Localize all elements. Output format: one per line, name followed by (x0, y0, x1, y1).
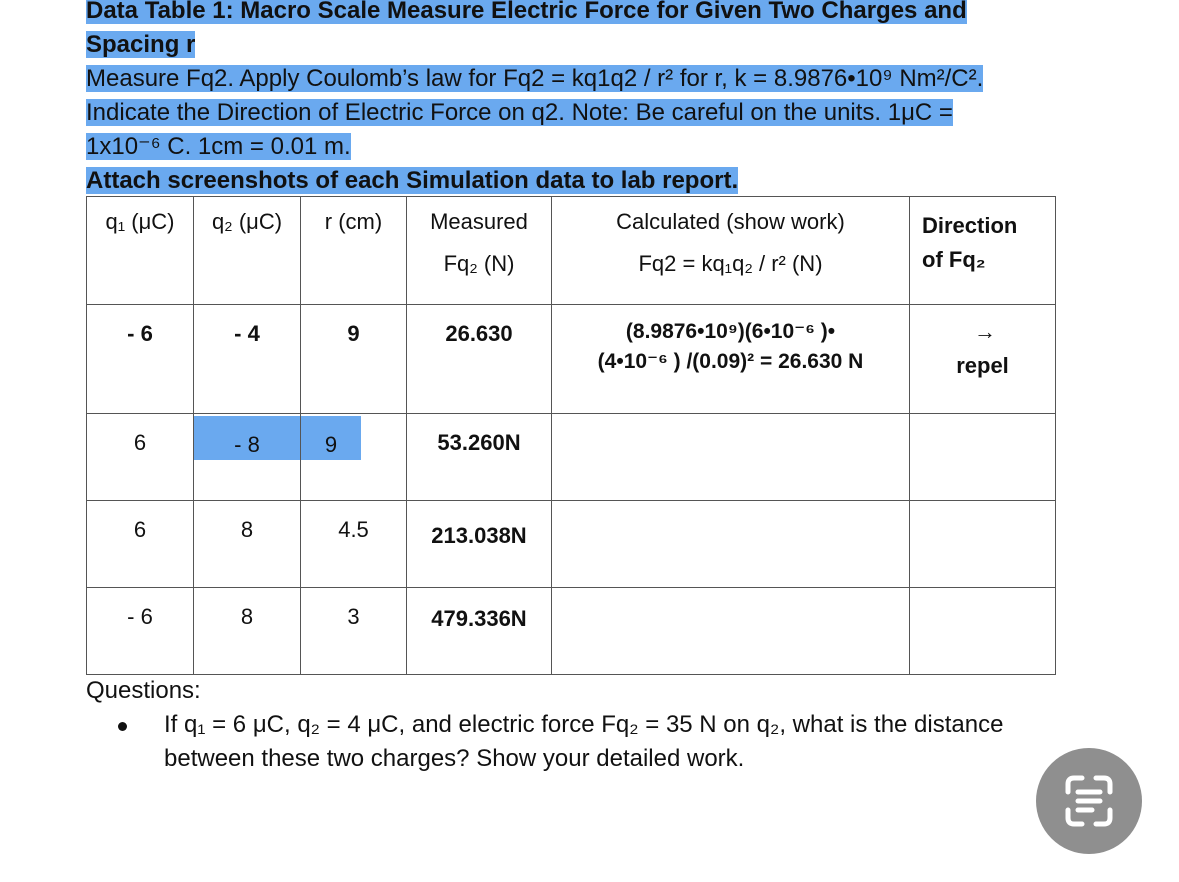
cell-measured: 26.630 (407, 305, 552, 414)
header-calculated: Calculated (show work) Fq2 = kq₁q₂ / r² (N) (552, 197, 910, 305)
right-arrow-icon: → (974, 319, 996, 344)
table-row (87, 414, 1056, 501)
header-measured: Measured Fq₂ (N) (407, 197, 552, 305)
instruction-line3: 1x10⁻⁶ C. 1cm = 0.01 m. (86, 133, 351, 160)
highlighted-cell: - 8 (194, 416, 300, 460)
header-q1: q₁ (μC) (87, 197, 194, 305)
cell-direction (910, 588, 1056, 675)
header-q2: q₂ (μC) (194, 197, 301, 305)
cell-q2 (194, 414, 301, 501)
table-row (87, 501, 1056, 588)
highlighted-cell: 9 (301, 416, 361, 460)
cell-q1: - 6 (87, 305, 194, 414)
cell-calculated (552, 588, 910, 675)
cell-q1: 6 (87, 414, 194, 501)
bullet-icon (118, 722, 127, 731)
cell-direction (910, 501, 1056, 588)
instruction-line1: Measure Fq2. Apply Coulomb’s law for Fq2 = kq1q2 / r² for r, k = 8.9876•10⁹ Nm²/C². (86, 65, 984, 92)
text-scan-icon (1036, 748, 1142, 854)
header-direction: Direction of Fq₂ (910, 197, 1056, 305)
data-table (86, 196, 1056, 675)
cell-q2: 8 (194, 588, 301, 675)
cell-measured: 479.336N (407, 588, 552, 675)
table-row (87, 305, 1056, 414)
cell-r: 4.5 (301, 501, 407, 588)
cell-calculated (552, 414, 910, 501)
attach-note: Attach screenshots of each Simulation data to lab report. (86, 167, 739, 194)
cell-r: 3 (301, 588, 407, 675)
cell-direction: → repel (910, 305, 1056, 414)
cell-q1: 6 (87, 501, 194, 588)
cell-r (301, 414, 407, 501)
cell-calculated: (8.9876•10⁹)(6•10⁻⁶ )• (4•10⁻⁶ ) /(0.09)² = 26.630 N (552, 305, 910, 414)
cell-r: 9 (301, 305, 407, 414)
cell-measured: 53.260N (407, 414, 552, 501)
table-header-row (87, 197, 1056, 305)
table-row (87, 588, 1056, 675)
header-r: r (cm) (301, 197, 407, 305)
cell-q1: - 6 (87, 588, 194, 675)
cell-q2: - 4 (194, 305, 301, 414)
live-text-scan-button[interactable] (1036, 748, 1142, 854)
table-title-line2: Spacing r (86, 31, 196, 58)
question-line1: If q₁ = 6 μC, q₂ = 4 μC, and electric force Fq₂ = 35 N on q₂, what is the distance (164, 711, 1004, 738)
cell-direction (910, 414, 1056, 501)
cell-q2: 8 (194, 501, 301, 588)
cell-calculated (552, 501, 910, 588)
cell-measured: 213.038N (407, 501, 552, 588)
instruction-line2: Indicate the Direction of Electric Force on q2. Note: Be careful on the units. 1μC = (86, 99, 953, 126)
table-title-line1: Data Table 1: Macro Scale Measure Electric Force for Given Two Charges and (86, 0, 967, 28)
questions-heading: Questions: (86, 677, 201, 704)
question-line2: between these two charges? Show your detailed work. (164, 745, 745, 772)
